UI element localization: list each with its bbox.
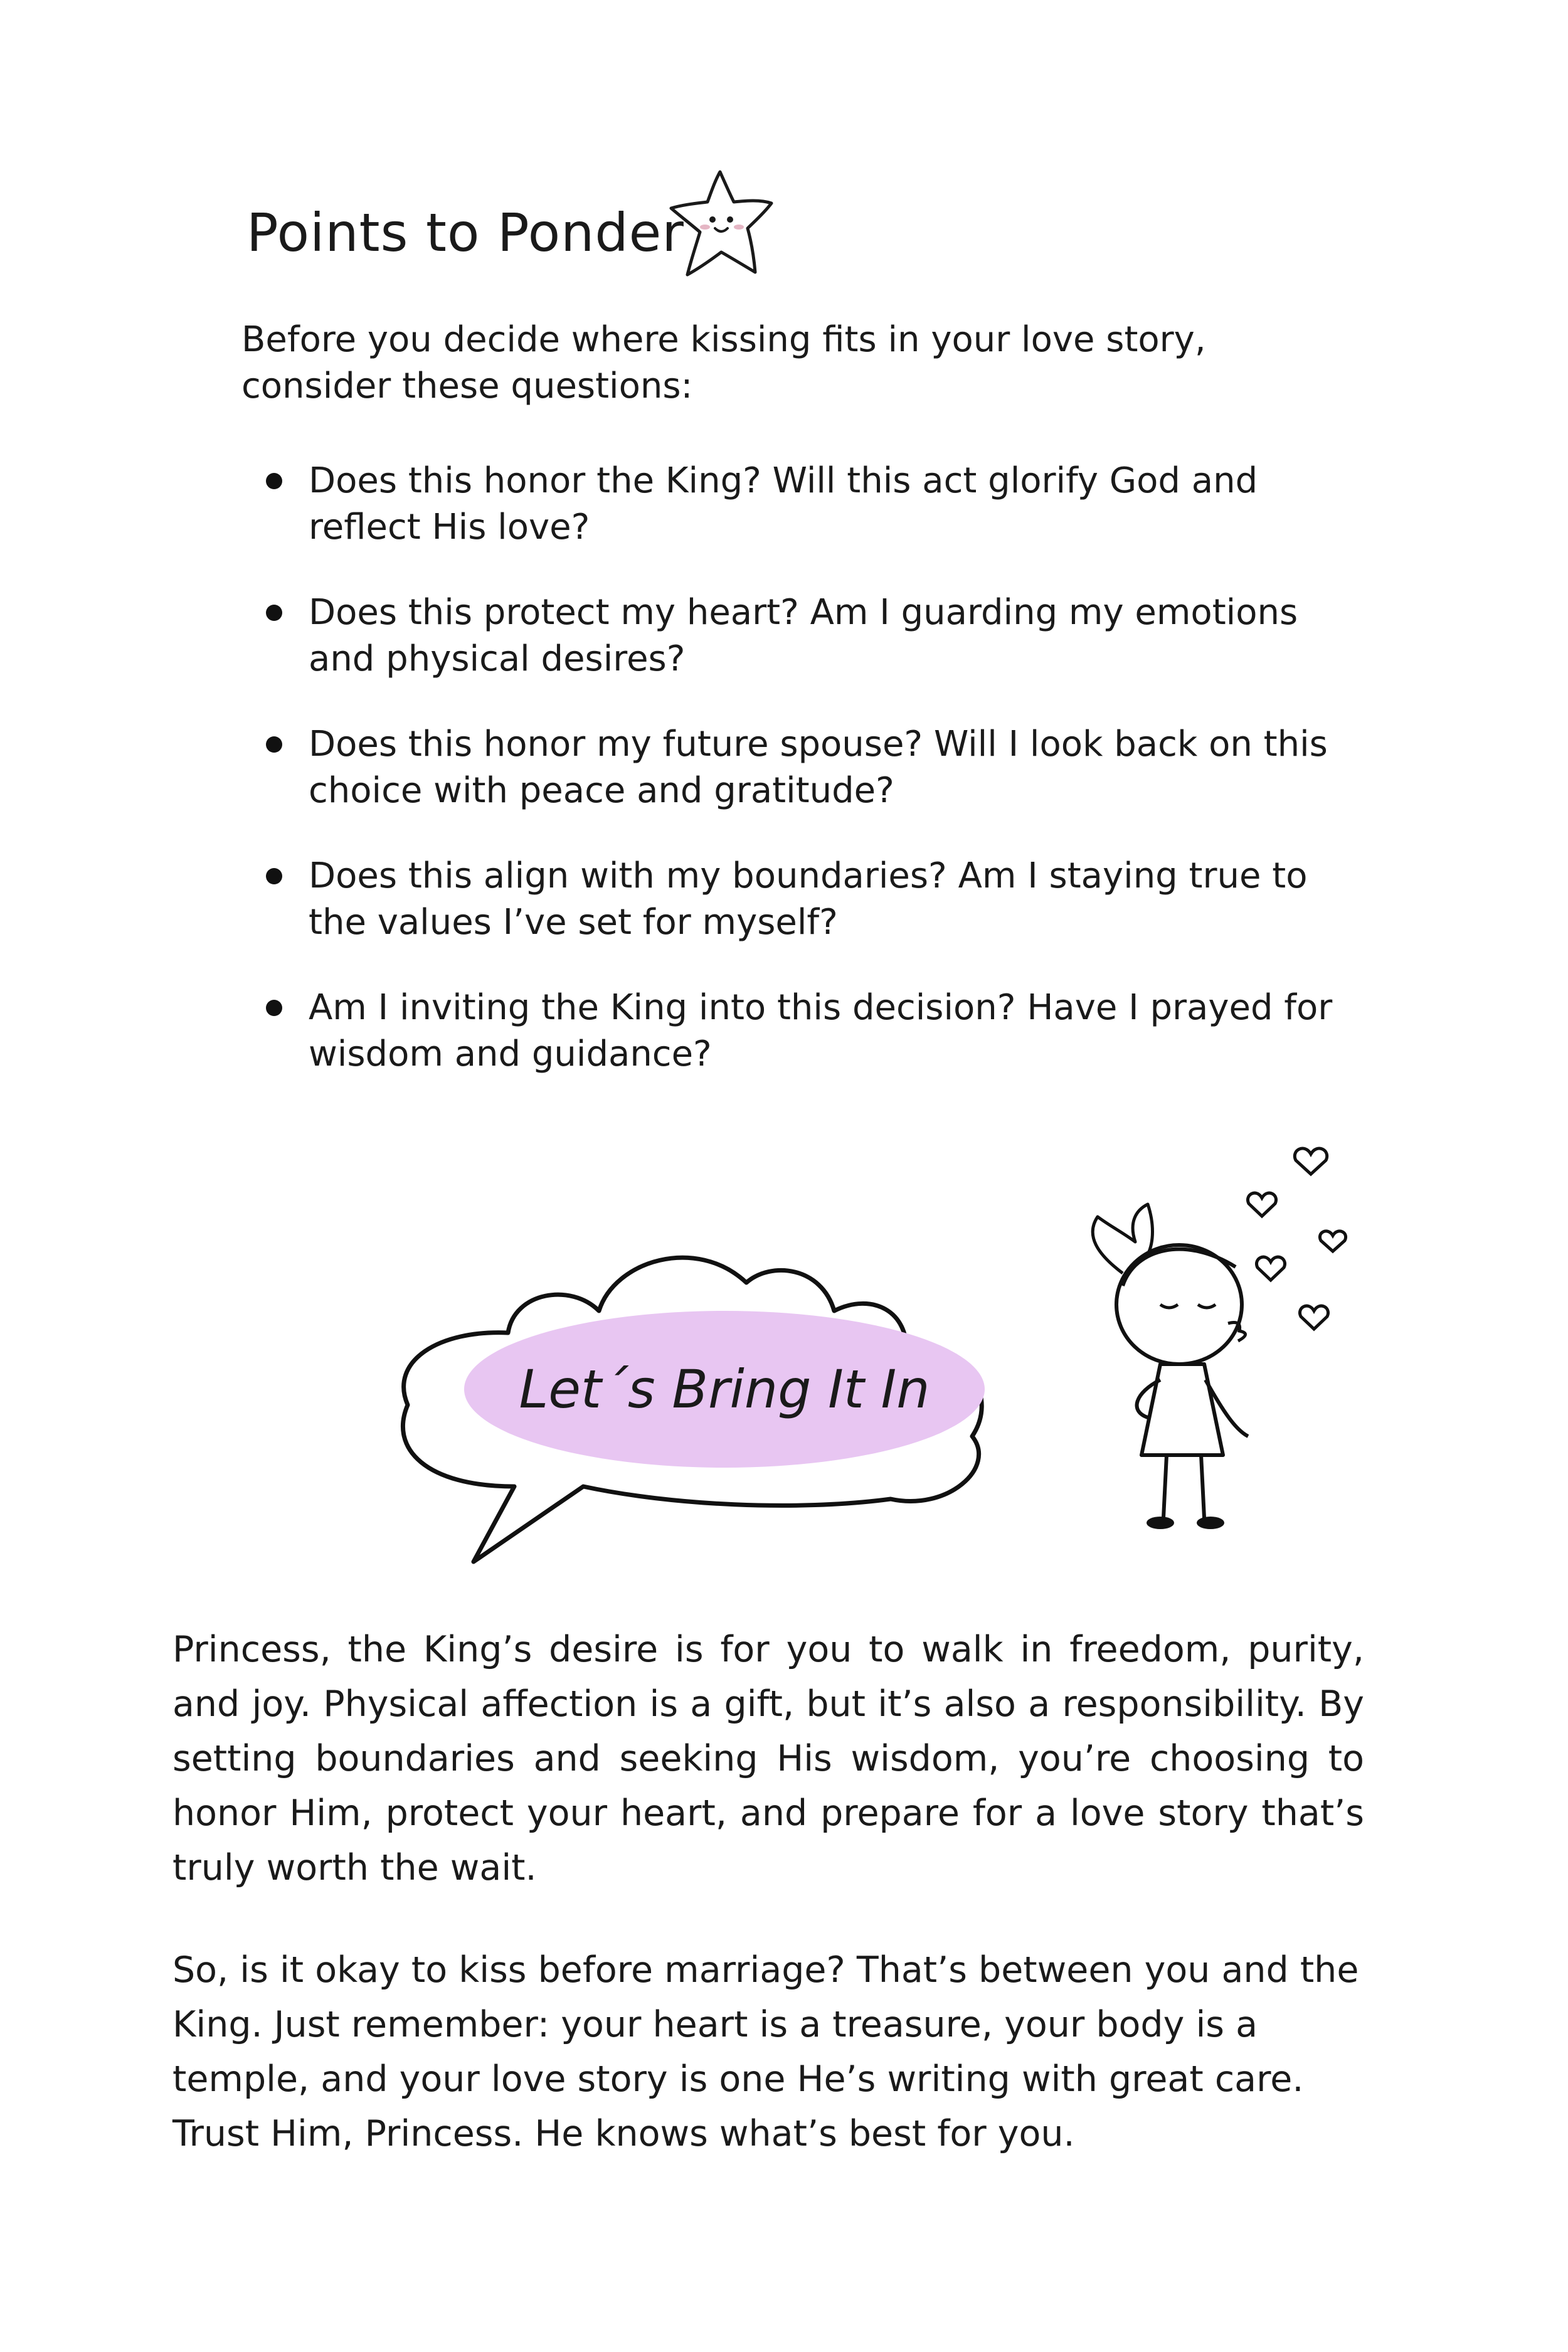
- questions-list: [263, 458, 1355, 1116]
- callout-label: Let´s Bring It In: [519, 1359, 930, 1420]
- heart-icon: [1320, 1231, 1345, 1251]
- list-item: Does this honor my future spouse? Will I look back on this choice with peace and gratitude?: [263, 721, 1355, 814]
- heart-icon: [1295, 1148, 1327, 1174]
- heart-icon: [1256, 1257, 1285, 1280]
- bullet-icon: [266, 868, 282, 884]
- heart-icon: [1248, 1193, 1276, 1216]
- closing-paragraph-2: So, is it okay to kiss before marriage? That’s between you and the King. Just remember: your heart is a treasure, your body is a temple, and your love story is one He’s writing with great care. Trust Him, Princess. He knows what’s best for you.: [172, 1949, 1359, 2154]
- list-item: Does this align with my boundaries? Am I staying true to the values I’ve set for myself?: [263, 853, 1355, 946]
- bullet-icon: [266, 736, 282, 753]
- list-item: Does this honor the King? Will this act glorify God and reflect His love?: [263, 458, 1355, 551]
- closing-paragraph-1: Princess, the King’s desire is for you to walk in freedom, purity, and joy. Physical affection is a gift, but it’s also a responsibility. By setting boundaries and seeking His wisdom, you’re choosing to honor Him, protect your heart, and prepare for a love story that’s truly worth the wait.: [172, 1629, 1364, 1888]
- smiling-star-icon: [665, 164, 778, 283]
- bullet-icon: [266, 1000, 282, 1016]
- list-item: Am I inviting the King into this decision? Have I prayed for wisdom and guidance?: [263, 985, 1355, 1078]
- bullet-icon: [266, 605, 282, 621]
- page-heading: Points to Ponder: [246, 202, 684, 263]
- bullet-icon: [266, 473, 282, 489]
- list-item: Does this protect my heart? Am I guarding my emotions and physical desires?: [263, 590, 1355, 682]
- heart-icon: [1300, 1306, 1328, 1329]
- intro-text: Before you decide where kissing fits in your love story, consider these questions:: [241, 319, 1206, 406]
- girl-blowing-kiss-illustration: [1060, 1116, 1355, 1543]
